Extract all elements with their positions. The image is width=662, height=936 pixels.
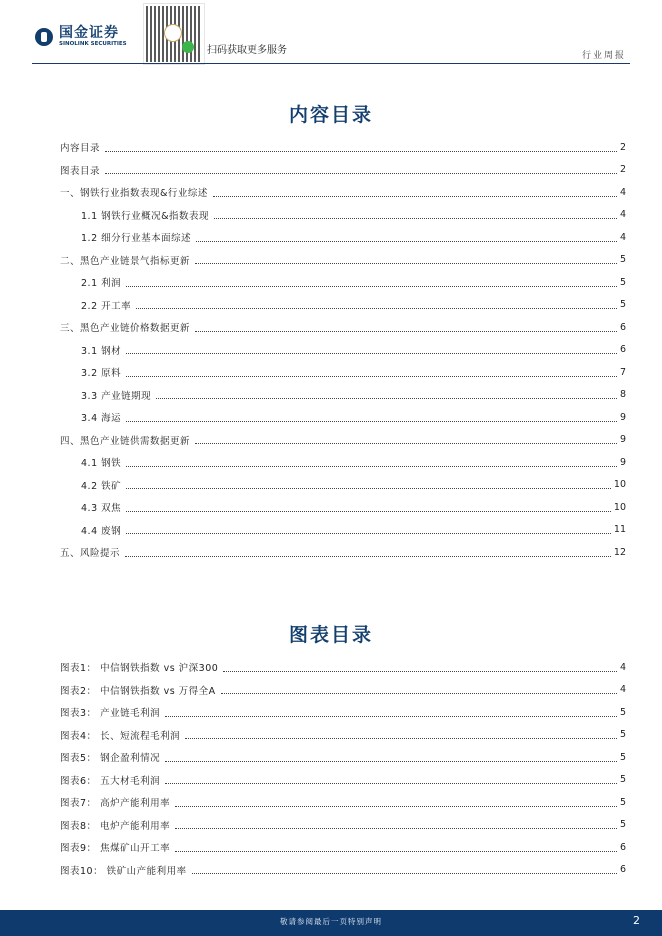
figure-entry-label: 图表9： 焦煤矿山开工率 xyxy=(60,843,171,854)
figure-entry[interactable] xyxy=(60,683,626,697)
dot-leader xyxy=(126,488,611,489)
figure-entry[interactable] xyxy=(60,795,626,809)
figure-entry-label: 图表1： 中信钢铁指数 vs 沪深300 xyxy=(60,663,219,674)
dot-leader xyxy=(223,671,617,672)
toc-entry[interactable] xyxy=(60,253,626,267)
figures-title: 图表目录 xyxy=(288,624,373,646)
toc-entry[interactable] xyxy=(60,320,626,334)
toc-entry[interactable] xyxy=(60,275,626,289)
figure-entry-page: 5 xyxy=(619,774,626,785)
figure-entry-label: 图表7： 高炉产能利用率 xyxy=(60,798,171,809)
figure-entry[interactable] xyxy=(60,840,626,854)
figure-entry-page: 4 xyxy=(619,661,626,673)
toc-entry-page: 2 xyxy=(619,141,626,153)
toc-entry[interactable] xyxy=(60,478,626,492)
dot-leader xyxy=(126,286,617,287)
figure-entry-label: 图表2： 中信钢铁指数 vs 万得全A xyxy=(60,685,216,697)
document-type-label: 行业周报 xyxy=(581,51,626,61)
dot-leader xyxy=(126,533,611,534)
toc-entry[interactable] xyxy=(60,410,626,424)
dot-leader xyxy=(126,353,617,354)
toc-entry[interactable] xyxy=(60,365,626,379)
toc-entry-label: 图表目录 xyxy=(60,165,101,177)
toc-entry-label: 2.1 利润 xyxy=(81,278,122,289)
figure-entry-page: 5 xyxy=(619,796,626,808)
dot-leader xyxy=(126,376,617,377)
page-number: 2 xyxy=(633,914,640,927)
figure-entry-label: 图表3： 产业链毛利润 xyxy=(60,708,161,719)
dot-leader xyxy=(165,716,617,717)
dot-leader xyxy=(185,738,617,739)
toc-entry-label: 四、黑色产业链供需数据更新 xyxy=(60,435,191,447)
figure-entry-page: 5 xyxy=(619,729,626,740)
figure-entry-label: 图表6： 五大材毛利润 xyxy=(60,775,161,787)
figure-entry-page: 5 xyxy=(619,706,626,718)
figure-entry[interactable] xyxy=(60,660,626,674)
toc-entry[interactable] xyxy=(60,388,626,402)
dot-leader xyxy=(126,421,617,422)
toc-entry-label: 五、风险提示 xyxy=(60,548,121,559)
toc-entry-page: 9 xyxy=(619,434,626,445)
figure-entry[interactable] xyxy=(60,705,626,719)
toc-entry-page: 6 xyxy=(619,344,626,355)
figure-entry-page: 5 xyxy=(619,819,626,830)
wechat-badge-icon xyxy=(182,41,194,53)
dot-leader xyxy=(192,873,617,874)
toc-entry-page: 4 xyxy=(619,231,626,243)
figure-entry-page: 4 xyxy=(619,684,626,695)
dot-leader xyxy=(165,783,617,784)
toc-entry[interactable] xyxy=(60,500,626,514)
qr-center-logo-icon xyxy=(164,24,182,42)
toc-entry-page: 10 xyxy=(613,479,626,490)
header-divider xyxy=(32,63,630,64)
figure-entry[interactable] xyxy=(60,818,626,832)
dot-leader xyxy=(136,308,617,309)
toc-entry[interactable] xyxy=(60,230,626,244)
toc-entry-page: 5 xyxy=(619,254,626,265)
toc-entry-label: 3.4 海运 xyxy=(81,413,122,424)
figure-entry-page: 6 xyxy=(619,841,626,853)
toc-entry[interactable] xyxy=(60,185,626,199)
toc-entry[interactable] xyxy=(60,163,626,177)
toc-entry-page: 4 xyxy=(619,209,626,220)
toc-entry-label: 3.1 钢材 xyxy=(81,345,122,357)
toc-entry-page: 6 xyxy=(619,321,626,333)
toc-entry-label: 3.3 产业链期现 xyxy=(81,390,152,402)
toc-entry-label: 3.2 原料 xyxy=(81,368,122,379)
figure-entry[interactable] xyxy=(60,773,626,787)
figure-entry-label: 图表4： 长、短流程毛利润 xyxy=(60,730,181,742)
dot-leader xyxy=(125,556,611,557)
figure-entry-label: 图表8： 电炉产能利用率 xyxy=(60,820,171,832)
toc-entry-page: 5 xyxy=(619,276,626,288)
logo-chinese-name: 国金证券 xyxy=(59,25,119,41)
toc-entry[interactable] xyxy=(60,433,626,447)
toc-entry-label: 三、黑色产业链价格数据更新 xyxy=(60,323,191,334)
toc-entry-page: 9 xyxy=(619,456,626,468)
toc-entry[interactable] xyxy=(60,140,626,154)
toc-entry-label: 4.3 双焦 xyxy=(81,503,122,514)
toc-entry-page: 7 xyxy=(619,366,626,378)
logo-english-name: SINOLINK SECURITIES xyxy=(59,41,127,47)
toc-entry-label: 一、钢铁行业指数表现&行业综述 xyxy=(60,188,208,199)
toc-entry-page: 10 xyxy=(613,501,626,513)
toc-entry-label: 1.2 细分行业基本面综述 xyxy=(81,233,192,244)
dot-leader xyxy=(156,398,617,399)
toc-entry-page: 11 xyxy=(613,524,626,535)
dot-leader xyxy=(214,218,617,219)
toc-entry[interactable] xyxy=(60,298,626,312)
toc-entry-page: 12 xyxy=(613,546,626,558)
dot-leader xyxy=(221,693,617,694)
toc-entry-page: 9 xyxy=(619,411,626,423)
disclaimer-note: 敬请参阅最后一页特别声明 xyxy=(280,917,382,926)
toc-entry-label: 2.2 开工率 xyxy=(81,300,132,312)
toc-entry-label: 二、黑色产业链景气指标更新 xyxy=(60,255,191,267)
toc-entry-label: 内容目录 xyxy=(60,143,101,154)
dot-leader xyxy=(195,331,617,332)
toc-entry-page: 5 xyxy=(619,299,626,310)
toc-entry-label: 1.1 钢铁行业概况&指数表现 xyxy=(81,210,210,222)
toc-title: 内容目录 xyxy=(288,104,373,126)
figure-entry-page: 5 xyxy=(619,751,626,763)
toc-entry[interactable] xyxy=(60,343,626,357)
figure-entry[interactable] xyxy=(60,750,626,764)
figure-entry-page: 6 xyxy=(619,864,626,875)
dot-leader xyxy=(105,151,617,152)
toc-entry-page: 2 xyxy=(619,164,626,175)
toc-entry-label: 4.2 铁矿 xyxy=(81,480,122,492)
figure-entry-label: 图表5： 钢企盈利情况 xyxy=(60,753,161,764)
toc-entry-page: 8 xyxy=(619,389,626,400)
page-footer xyxy=(0,910,662,936)
dot-leader xyxy=(195,443,617,444)
logo-mark-icon xyxy=(35,28,53,46)
company-logo xyxy=(35,26,127,48)
dot-leader xyxy=(175,851,617,852)
figure-entry-label: 图表10： 铁矿山产能利用率 xyxy=(60,865,187,877)
toc-entry-page: 4 xyxy=(619,186,626,198)
dot-leader xyxy=(195,263,617,264)
scan-prompt: 扫码获取更多服务 xyxy=(207,45,287,56)
toc-entry-label: 4.1 钢铁 xyxy=(81,458,122,469)
dot-leader xyxy=(165,761,617,762)
dot-leader xyxy=(213,196,617,197)
dot-leader xyxy=(126,466,617,467)
page-header xyxy=(0,0,662,66)
toc-entry[interactable] xyxy=(60,208,626,222)
dot-leader xyxy=(175,806,617,807)
dot-leader xyxy=(175,828,617,829)
dot-leader xyxy=(126,511,611,512)
toc-entry[interactable] xyxy=(60,523,626,537)
toc-entry-label: 4.4 废钢 xyxy=(81,525,122,537)
toc-entry[interactable] xyxy=(60,455,626,469)
figure-entry[interactable] xyxy=(60,728,626,742)
figure-entry[interactable] xyxy=(60,863,626,877)
dot-leader xyxy=(196,241,617,242)
toc-entry[interactable] xyxy=(60,545,626,559)
dot-leader xyxy=(105,173,617,174)
